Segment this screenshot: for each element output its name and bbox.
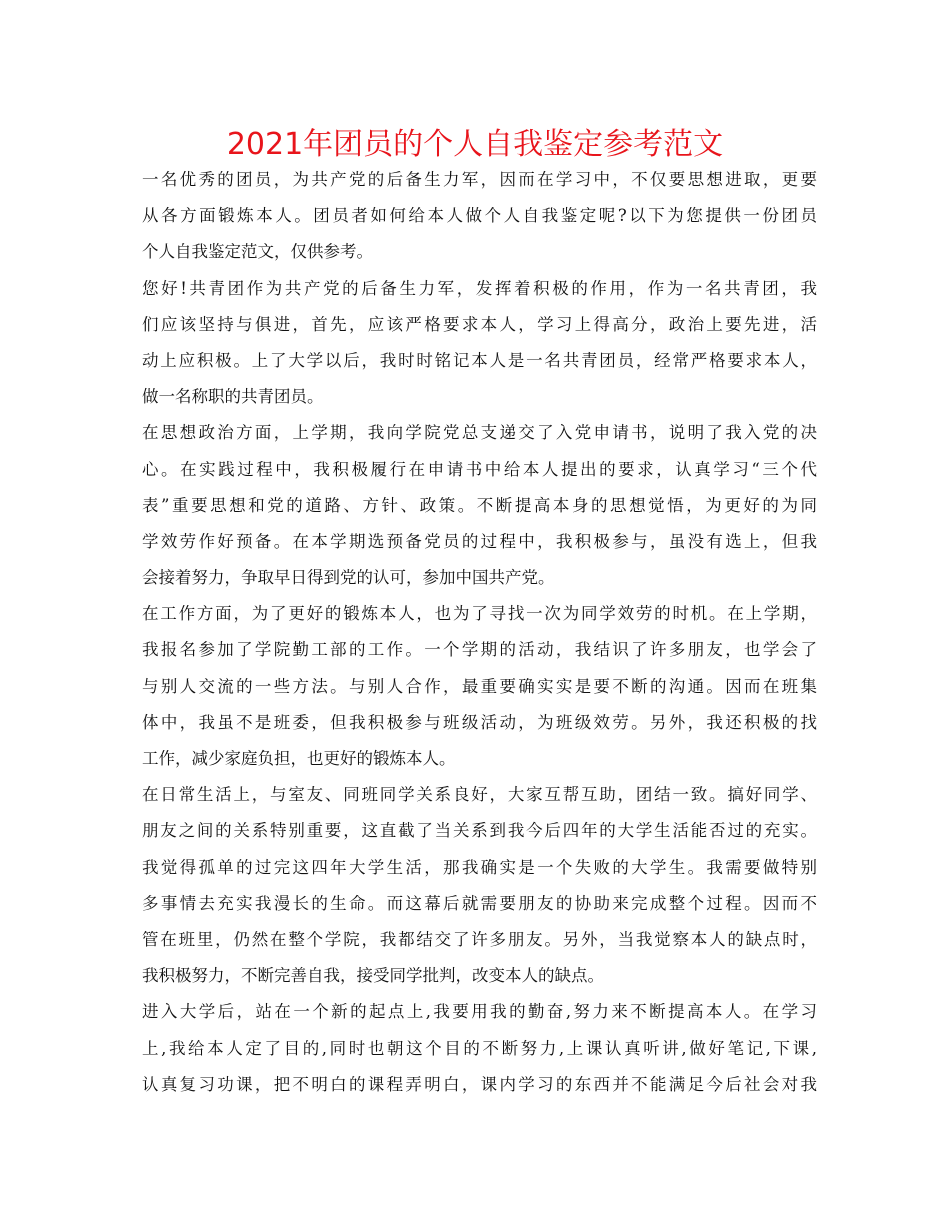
- text-line: 从各方面锻炼本人。团员者如何给本人做个人自我鉴定呢?以下为您提供一份团员: [142, 206, 817, 226]
- text-line: 体中，我虽不是班委，但我积极参与班级活动，为班级效劳。另外，我还积极的找: [142, 712, 817, 732]
- document-title: 2021年团员的个人自我鉴定参考范文: [226, 127, 724, 162]
- text-line: 上,我给本人定了目的,同时也朝这个目的不断努力,上课认真听讲,做好笔记,下课,: [142, 1038, 817, 1058]
- text-line: 一名优秀的团员，为共产党的后备生力军，因而在学习中，不仅要思想进取，更要: [142, 170, 817, 189]
- text-line: 个人自我鉴定范文，仅供参考。: [142, 242, 373, 262]
- text-line: 我报名参加了学院勤工部的工作。一个学期的活动，我结识了许多朋友，也学会了: [142, 640, 817, 660]
- text-line: 我积极努力，不断完善自我，接受同学批判，改变本人的缺点。: [142, 966, 604, 986]
- text-line: 们应该坚持与俱进，首先，应该严格要求本人，学习上得高分，政治上要先进，活: [142, 314, 817, 334]
- text-line: 动上应积极。上了大学以后，我时时铭记本人是一名共青团员，经常严格要求本人，: [142, 350, 817, 370]
- text-line: 表”重要思想和党的道路、方针、政策。不断提高本身的思想觉悟，为更好的为同: [142, 495, 817, 515]
- text-line: 会接着努力，争取早日得到党的认可，参加中国共产党。: [142, 568, 555, 588]
- text-line: 在日常生活上，与室友、同班同学关系良好，大家互帮互助，团结一致。搞好同学、: [142, 785, 817, 805]
- text-line: 在工作方面，为了更好的锻炼本人，也为了寻找一次为同学效劳的时机。在上学期，: [142, 604, 817, 624]
- text-line: 多事情去充实我漫长的生命。而这幕后就需要朋友的协助来完成整个过程。因而不: [142, 893, 817, 913]
- text-line: 我觉得孤单的过完这四年大学生活，那我确实是一个失败的大学生。我需要做特别: [142, 857, 817, 877]
- text-line: 与别人交流的一些方法。与别人合作，最重要确实实是要不断的沟通。因而在班集: [142, 676, 817, 696]
- text-line: 学效劳作好预备。在本学期选预备党员的过程中，我积极参与，虽没有选上，但我: [142, 531, 817, 551]
- text-line: 朋友之间的关系特别重要，这直截了当关系到我今后四年的大学生活能否过的充实。: [142, 821, 817, 841]
- text-line: 管在班里，仍然在整个学院，我都结交了许多朋友。另外，当我觉察本人的缺点时，: [142, 929, 817, 949]
- text-line: 您好!共青团作为共产党的后备生力军，发挥着积极的作用，作为一名共青团，我: [142, 278, 817, 298]
- document-body: [142, 162, 817, 1103]
- text-line: 做一名称职的共青团员。: [142, 387, 324, 407]
- text-line: 心。在实践过程中，我积极履行在申请书中给本人提出的要求，认真学习“三个代: [142, 459, 817, 479]
- text-line: 在思想政治方面，上学期，我向学院党总支递交了入党申请书，说明了我入党的决: [142, 423, 817, 443]
- text-line: 工作，减少家庭负担，也更好的锻炼本人。: [142, 749, 456, 768]
- text-line: 进入大学后，站在一个新的起点上,我要用我的勤奋,努力来不断提高本人。在学习: [142, 1002, 817, 1022]
- text-line: 认真复习功课，把不明白的课程弄明白，课内学习的东西并不能满足今后社会对我: [142, 1074, 817, 1094]
